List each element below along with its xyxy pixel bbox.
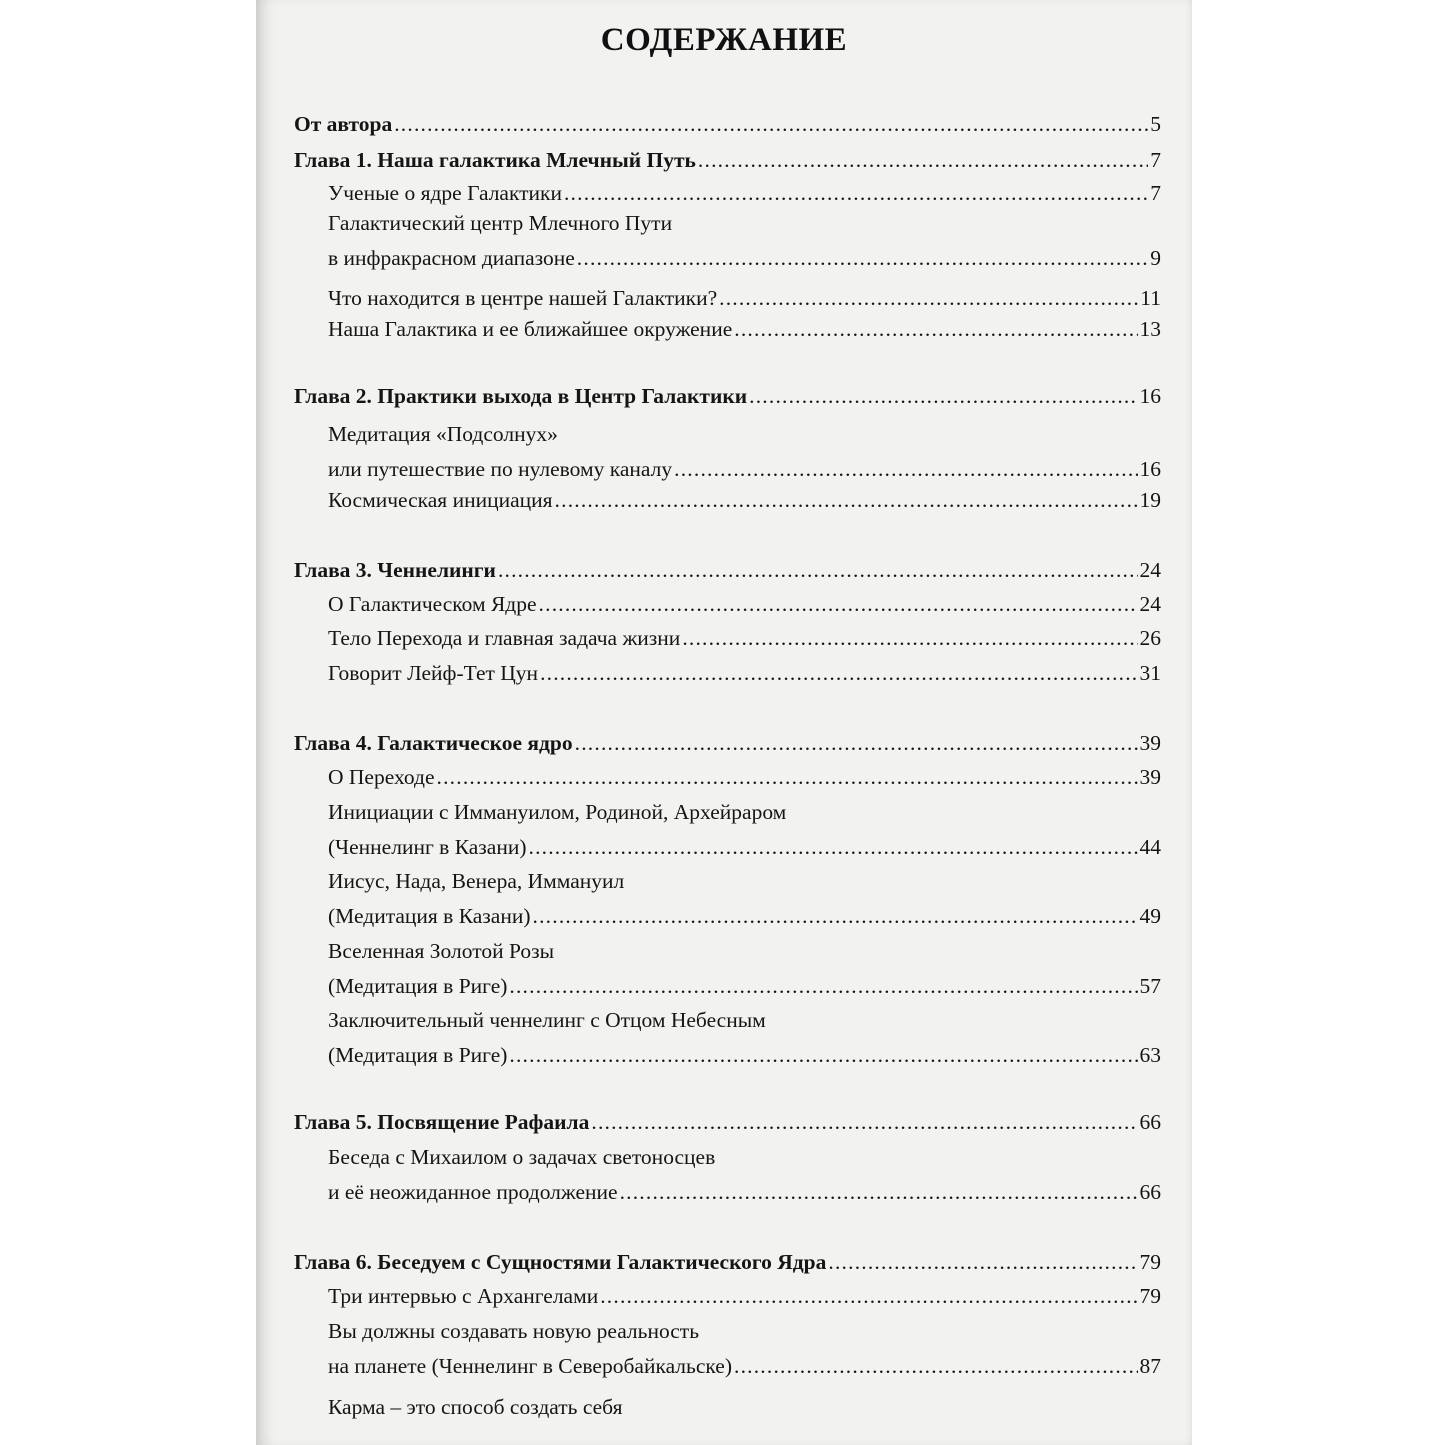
toc-entry-title: (Медитация в Риге) xyxy=(328,1043,508,1067)
toc-section-entry[interactable] xyxy=(256,833,1192,861)
toc-entry-title: (Медитация в Казани) xyxy=(328,904,531,928)
toc-entry-title: в инфракрасном диапазоне xyxy=(328,246,575,270)
toc-section-entry[interactable] xyxy=(256,455,1192,483)
toc-page-number: 24 xyxy=(1139,592,1161,616)
dot-leader xyxy=(591,1108,1137,1136)
toc-page-number: 5 xyxy=(1150,112,1161,136)
dot-leader xyxy=(575,729,1138,757)
toc-entry-title: Глава 5. Посвящение Рафаила xyxy=(294,1110,590,1134)
toc-entry-title: Глава 4. Галактическое ядро xyxy=(294,731,573,755)
dot-leader xyxy=(749,382,1137,410)
toc-entry-title-line1: Вселенная Золотой Розы xyxy=(328,939,555,963)
toc-page-number: 13 xyxy=(1139,317,1161,341)
toc-page-number: 19 xyxy=(1139,488,1161,512)
toc-page-number: 39 xyxy=(1139,765,1161,789)
toc-page-number: 7 xyxy=(1150,148,1161,172)
toc-section-entry[interactable] xyxy=(256,763,1192,791)
toc-entry-title: Глава 6. Беседуем с Сущностями Галактического Ядра xyxy=(294,1250,827,1274)
toc-entry-title: Тело Перехода и главная задача жизни xyxy=(328,626,681,650)
toc-chapter-entry[interactable] xyxy=(256,382,1192,410)
toc-entry-title: Три интервью с Архангелами xyxy=(328,1284,599,1308)
toc-entry-title: Наша Галактика и ее ближайшее окружение xyxy=(328,317,733,341)
toc-section-entry[interactable] xyxy=(256,179,1192,207)
toc-entry-title: Говорит Лейф-Тет Цун xyxy=(328,661,539,685)
toc-entry-title: Космическая инициация xyxy=(328,488,553,512)
toc-entry-title: (Медитация в Риге) xyxy=(328,974,508,998)
dot-leader xyxy=(533,902,1138,930)
toc-entry-title: Что находится в центре нашей Галактики? xyxy=(328,286,718,310)
toc-entry-title: и её неожиданное продолжение xyxy=(328,1180,618,1204)
toc-entry-title-line1: Заключительный ченнелинг с Отцом Небесным xyxy=(328,1008,766,1032)
dot-leader xyxy=(674,455,1137,483)
toc-entry-first-line xyxy=(256,1143,1192,1171)
toc-chapter-entry[interactable] xyxy=(256,1248,1192,1276)
dot-leader xyxy=(394,110,1148,138)
toc-page-number: 39 xyxy=(1139,731,1161,755)
toc-chapter-entry[interactable] xyxy=(256,146,1192,174)
toc-section-entry[interactable] xyxy=(256,659,1192,687)
dot-leader xyxy=(437,763,1138,791)
dot-leader xyxy=(719,284,1138,312)
toc-entry-first-line xyxy=(256,798,1192,826)
toc-section-entry[interactable] xyxy=(256,1282,1192,1310)
toc-page-number: 57 xyxy=(1139,974,1161,998)
toc-page-number: 79 xyxy=(1139,1284,1161,1308)
dot-leader xyxy=(564,179,1148,207)
dot-leader xyxy=(509,1041,1137,1069)
toc-entry-title: Глава 1. Наша галактика Млечный Путь xyxy=(294,148,696,172)
dot-leader xyxy=(539,590,1138,618)
toc-section-entry[interactable] xyxy=(256,1352,1192,1380)
toc-section-entry[interactable] xyxy=(256,486,1192,514)
toc-entry-title: на планете (Ченнелинг в Северобайкальске) xyxy=(328,1354,732,1378)
toc-page-number: 16 xyxy=(1139,457,1161,481)
toc-section-entry[interactable] xyxy=(256,1178,1192,1206)
toc-section-entry[interactable] xyxy=(256,1393,1192,1421)
toc-chapter-entry[interactable] xyxy=(256,556,1192,584)
toc-section-entry[interactable] xyxy=(256,315,1192,343)
dot-leader xyxy=(682,624,1137,652)
toc-entry-title: Глава 3. Ченнелинги xyxy=(294,558,496,582)
toc-page-number: 26 xyxy=(1139,626,1161,650)
toc-section-entry[interactable] xyxy=(256,624,1192,652)
page-title: СОДЕРЖАНИЕ xyxy=(600,22,848,58)
toc-entry-title-line1: Иисус, Нада, Венера, Иммануил xyxy=(328,869,625,893)
toc-entry-title-line1: Беседа с Михаилом о задачах светоносцев xyxy=(328,1145,716,1169)
toc-page-number: 79 xyxy=(1139,1250,1161,1274)
toc-entry-title-line1: Медитация «Подсолнух» xyxy=(328,422,558,446)
toc-section-entry[interactable] xyxy=(256,1041,1192,1069)
toc-entry-title: (Ченнелинг в Казани) xyxy=(328,835,527,859)
toc-entry-title-line1: Галактический центр Млечного Пути xyxy=(328,211,673,235)
toc-page-number: 49 xyxy=(1139,904,1161,928)
book-page xyxy=(256,0,1192,1445)
toc-chapter-entry[interactable] xyxy=(256,1108,1192,1136)
dot-leader xyxy=(555,486,1138,514)
dot-leader xyxy=(577,244,1148,272)
toc-page-number: 63 xyxy=(1139,1043,1161,1067)
toc-entry-first-line xyxy=(256,867,1192,895)
toc-entry-title-line1: Инициации с Иммануилом, Родиной, Архейраром xyxy=(328,800,787,824)
dot-leader xyxy=(698,146,1148,174)
toc-entry-first-line xyxy=(256,209,1192,237)
toc-page-number: 31 xyxy=(1139,661,1161,685)
toc-entry-first-line xyxy=(256,1006,1192,1034)
toc-entry-title: или путешествие по нулевому каналу xyxy=(328,457,673,481)
toc-entry-title: О Переходе xyxy=(328,765,435,789)
toc-page-number: 7 xyxy=(1150,181,1161,205)
toc-section-entry[interactable] xyxy=(256,244,1192,272)
toc-entry-first-line xyxy=(256,937,1192,965)
toc-page-number: 66 xyxy=(1139,1180,1161,1204)
table-of-contents xyxy=(256,0,1192,1445)
dot-leader xyxy=(828,1248,1137,1276)
toc-page-number: 9 xyxy=(1150,246,1161,270)
toc-chapter-entry[interactable] xyxy=(256,729,1192,757)
toc-entry-first-line xyxy=(256,1317,1192,1345)
toc-entry-title: От автора xyxy=(294,112,393,136)
toc-page-number: 87 xyxy=(1139,1354,1161,1378)
toc-entry-title: Карма – это способ создать себя xyxy=(328,1395,623,1419)
toc-entry-title: Глава 2. Практики выхода в Центр Галактики xyxy=(294,384,748,408)
dot-leader xyxy=(600,1282,1137,1310)
dot-leader xyxy=(734,315,1137,343)
toc-chapter-entry[interactable] xyxy=(256,110,1192,138)
dot-leader xyxy=(509,972,1137,1000)
dot-leader xyxy=(540,659,1137,687)
toc-page-number: 16 xyxy=(1139,384,1161,408)
dot-leader xyxy=(734,1352,1138,1380)
toc-page-number: 44 xyxy=(1139,835,1161,859)
toc-entry-title: О Галактическом Ядре xyxy=(328,592,537,616)
dot-leader xyxy=(620,1178,1138,1206)
dot-leader xyxy=(498,556,1138,584)
toc-section-entry[interactable] xyxy=(256,902,1192,930)
toc-section-entry[interactable] xyxy=(256,972,1192,1000)
toc-section-entry[interactable] xyxy=(256,590,1192,618)
dot-leader xyxy=(529,833,1138,861)
toc-entry-first-line xyxy=(256,420,1192,448)
toc-entry-title: Ученые о ядре Галактики xyxy=(328,181,562,205)
toc-page-number: 24 xyxy=(1139,558,1161,582)
toc-entry-title-line1: Вы должны создавать новую реальность xyxy=(328,1319,700,1343)
toc-page-number: 11 xyxy=(1140,286,1161,310)
toc-section-entry[interactable] xyxy=(256,284,1192,312)
toc-page-number: 66 xyxy=(1139,1110,1161,1134)
